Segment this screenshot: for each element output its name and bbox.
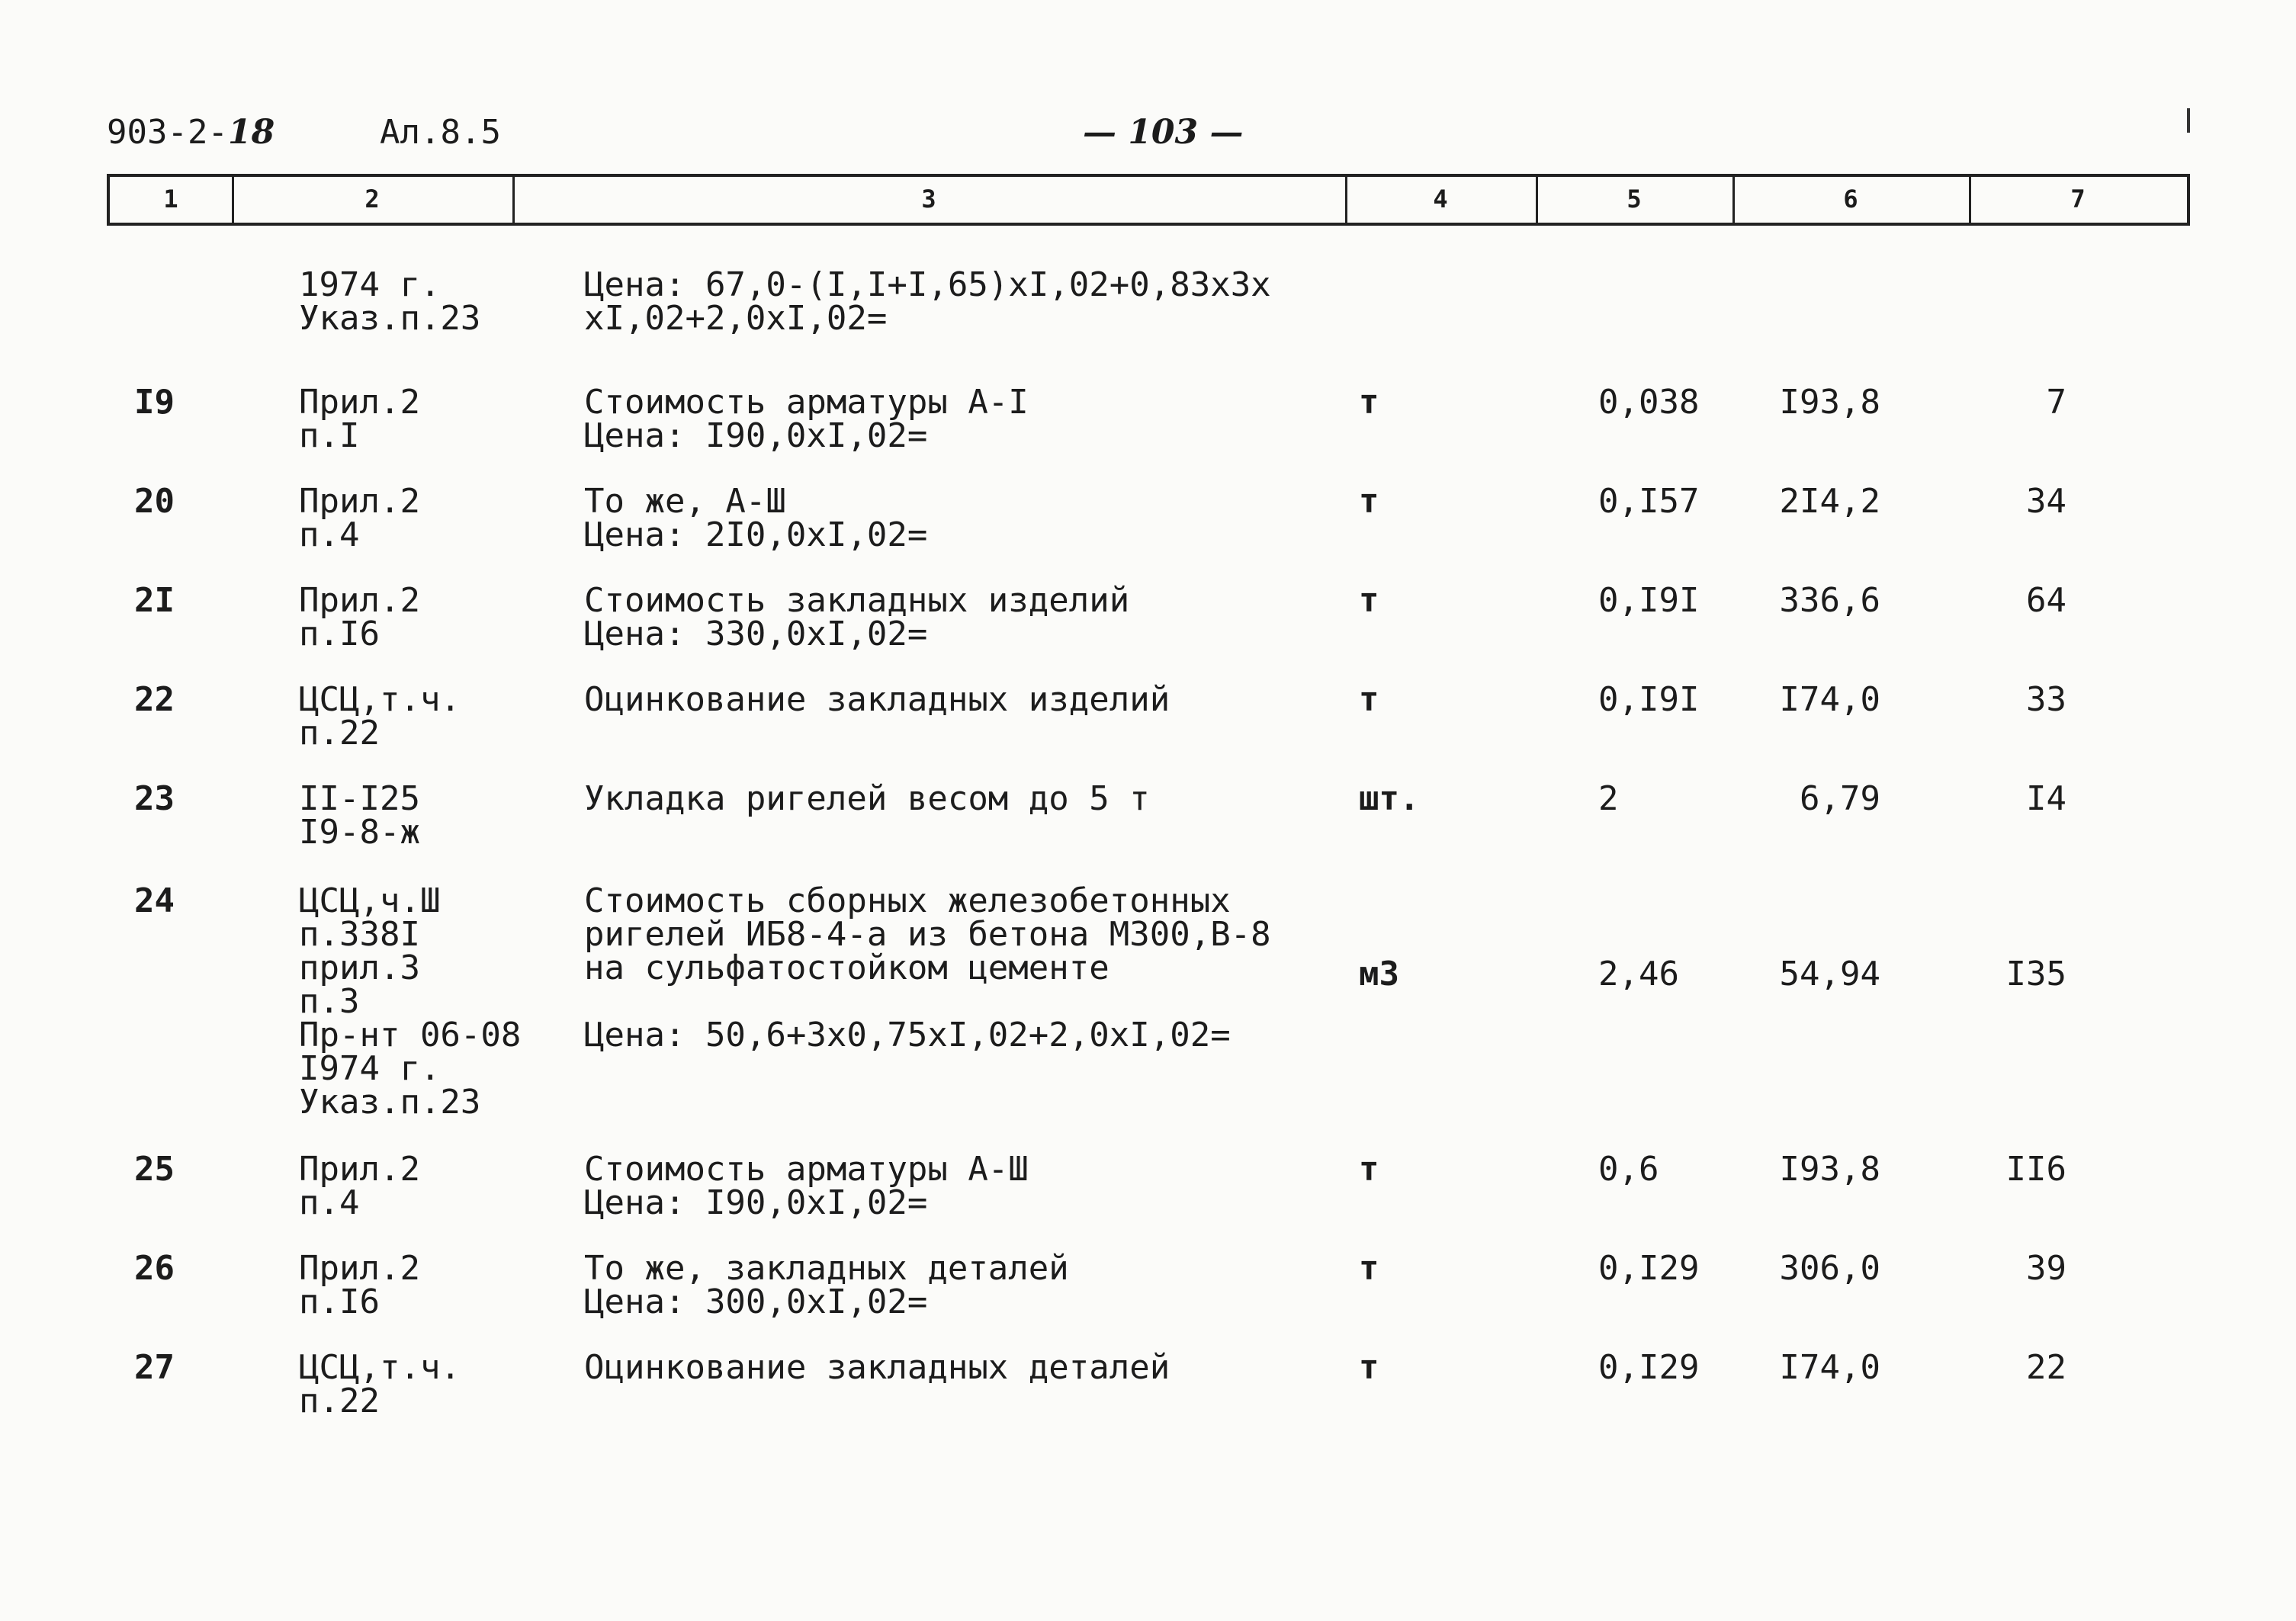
unit-price: 54,94 (1779, 955, 1880, 993)
description-line: Стоимость арматуры А-I (584, 383, 1029, 422)
reference-line: Пр-нт 06-08 (299, 1016, 522, 1054)
reference-line: п.22 (299, 1382, 380, 1420)
description-line: Укладка ригелей весом до 5 т (584, 779, 1150, 818)
column-number: 3 (921, 185, 936, 213)
quantity: 0,6 (1598, 1150, 1659, 1189)
description-line: Стоимость закладных изделий (584, 581, 1130, 620)
reference-line: II-I25 (299, 779, 420, 818)
column-number: 2 (364, 185, 380, 213)
column-number-header (107, 174, 2190, 226)
reference-line: 1974 г. (299, 265, 441, 304)
description-line: на сульфатостойком цементе (584, 949, 1109, 987)
unit-price: I93,8 (1779, 1150, 1880, 1189)
row-number: 20 (134, 482, 175, 521)
row-number: 22 (134, 680, 175, 719)
reference-line: прил.3 (299, 949, 420, 987)
total-cost: 33 (2026, 680, 2066, 719)
total-cost: 39 (2026, 1249, 2066, 1288)
reference-line: п.22 (299, 714, 380, 753)
total-cost: I4 (2026, 779, 2066, 818)
description-line: ригелей ИБ8-4-а из бетона М300,В-8 (584, 915, 1271, 954)
code-suffix: 18 (227, 113, 275, 152)
reference-line: ЦСЦ,т.ч. (299, 1348, 461, 1387)
reference-line: п.4 (299, 515, 360, 554)
reference-line: ЦСЦ,т.ч. (299, 680, 461, 719)
reference-line: п.I (299, 416, 360, 455)
description-line: Цена: 2I0,0xI,02= (584, 515, 928, 554)
unit-price: I74,0 (1779, 680, 1880, 719)
description-line: Цена: 330,0xI,02= (584, 615, 928, 653)
code-prefix: 903-2- (107, 113, 228, 152)
column-number: 5 (1626, 185, 1642, 213)
description-line: Цена: I90,0xI,02= (584, 416, 928, 455)
reference-line: Прил.2 (299, 1249, 420, 1288)
total-cost: 64 (2026, 581, 2066, 620)
unit-of-measure: т (1359, 383, 1379, 422)
reference-line: Прил.2 (299, 1150, 420, 1189)
unit-of-measure: т (1359, 1150, 1379, 1189)
page-number: — 103 — (1083, 113, 1244, 152)
unit-of-measure: м3 (1359, 955, 1399, 993)
description-line: Цена: 50,6+3x0,75xI,02+2,0xI,02= (584, 1016, 1231, 1054)
reference-line: ЦСЦ,ч.Ш (299, 881, 441, 920)
description-line: Цена: 300,0xI,02= (584, 1282, 928, 1321)
description-line: Оцинкование закладных деталей (584, 1348, 1170, 1387)
margin-mark (2187, 108, 2190, 133)
unit-price: I74,0 (1779, 1348, 1880, 1387)
row-number: I9 (134, 383, 175, 422)
reference-line: I974 г. (299, 1049, 441, 1088)
reference-line: п.I6 (299, 1282, 380, 1321)
total-cost: 34 (2026, 482, 2066, 521)
quantity: 0,I9I (1598, 581, 1700, 620)
column-number: 6 (1843, 185, 1858, 213)
reference-line: п.I6 (299, 615, 380, 653)
row-number: 27 (134, 1348, 175, 1387)
unit-price: I93,8 (1779, 383, 1880, 422)
row-number: 23 (134, 779, 175, 818)
description-line: То же, закладных деталей (584, 1249, 1069, 1288)
unit-price: 2I4,2 (1779, 482, 1880, 521)
document-code (107, 113, 275, 152)
description-line: То же, А-Ш (584, 482, 786, 521)
unit-of-measure: т (1359, 482, 1379, 521)
description-line: Стоимость сборных железобетонных (584, 881, 1231, 920)
unit-price: 306,0 (1779, 1249, 1880, 1288)
reference-line: п.4 (299, 1183, 360, 1222)
reference-line: п.338I (299, 915, 420, 954)
reference-line: Прил.2 (299, 383, 420, 422)
unit-of-measure: шт. (1359, 779, 1420, 818)
quantity: 0,I9I (1598, 680, 1700, 719)
row-number: 26 (134, 1249, 175, 1288)
unit-price: 6,79 (1800, 779, 1880, 818)
column-number: 7 (2070, 185, 2086, 213)
reference-line: Указ.п.23 (299, 299, 481, 338)
column-number: 4 (1433, 185, 1448, 213)
row-number: 24 (134, 881, 175, 920)
quantity: 0,038 (1598, 383, 1700, 422)
description-line: Стоимость арматуры А-Ш (584, 1150, 1029, 1189)
total-cost: 22 (2026, 1348, 2066, 1387)
description-line: xI,02+2,0xI,02= (584, 299, 888, 338)
reference-line: Указ.п.23 (299, 1083, 481, 1122)
row-number: 25 (134, 1150, 175, 1189)
unit-price: 336,6 (1779, 581, 1880, 620)
unit-of-measure: т (1359, 581, 1379, 620)
column-number: 1 (163, 185, 178, 213)
quantity: 0,I57 (1598, 482, 1700, 521)
description-line: Оцинкование закладных изделий (584, 680, 1170, 719)
unit-of-measure: т (1359, 680, 1379, 719)
reference-line: Прил.2 (299, 482, 420, 521)
description-line: Цена: I90,0xI,02= (584, 1183, 928, 1222)
row-number: 2I (134, 581, 175, 620)
album-label: Ал.8.5 (380, 113, 501, 152)
reference-line: п.3 (299, 982, 360, 1021)
unit-of-measure: т (1359, 1249, 1379, 1288)
quantity: 0,I29 (1598, 1348, 1700, 1387)
quantity: 2 (1598, 779, 1619, 818)
total-cost: 7 (2046, 383, 2066, 422)
reference-line: Прил.2 (299, 581, 420, 620)
quantity: 2,46 (1598, 955, 1679, 993)
quantity: 0,I29 (1598, 1249, 1700, 1288)
total-cost: I35 (2005, 955, 2066, 993)
reference-line: I9-8-ж (299, 813, 420, 852)
total-cost: II6 (2005, 1150, 2066, 1189)
unit-of-measure: т (1359, 1348, 1379, 1387)
description-line: Цена: 67,0-(I,I+I,65)xI,02+0,83x3x (584, 265, 1271, 304)
